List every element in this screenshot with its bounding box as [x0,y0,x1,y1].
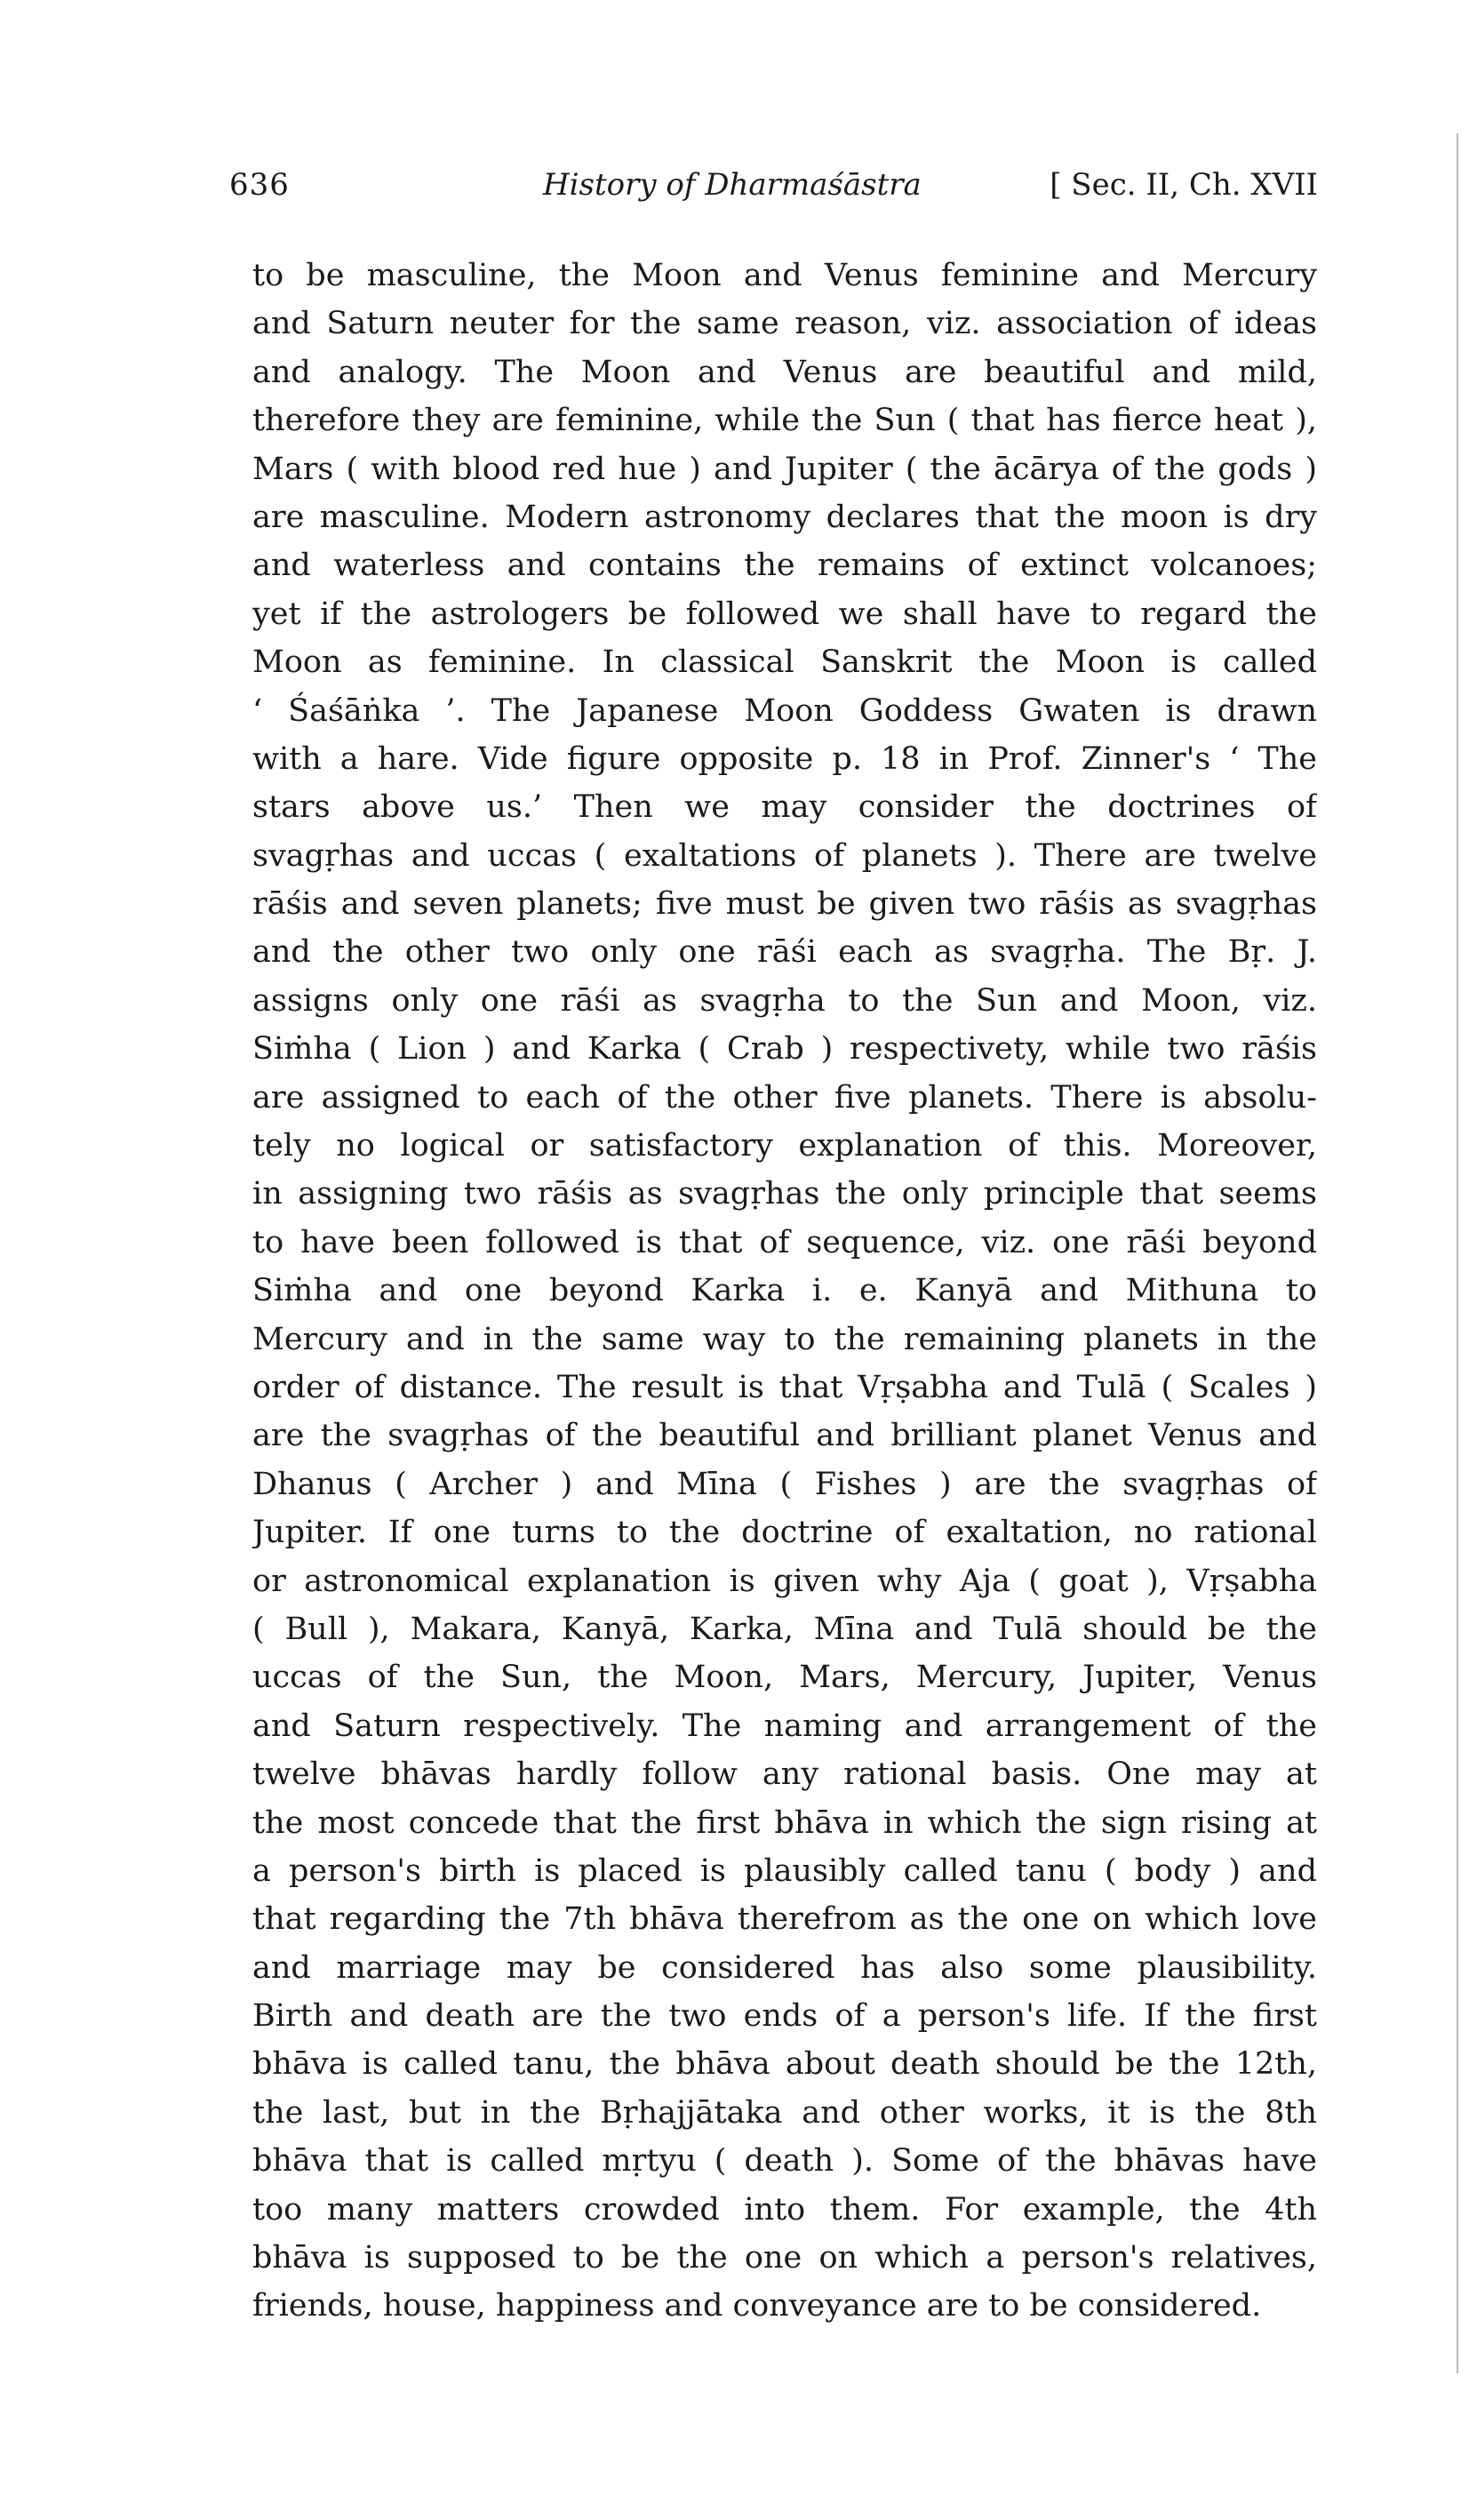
text-line: uccas of the Sun, the Moon, Mars, Mercury, Jupiter, Venus [252,1660,1317,1696]
text-line: or astronomical explanation is given why Aja ( goat ), Vṛṣabha [252,1563,1317,1599]
text-line: order of distance. The result is that Vṛṣabha and Tulā ( Scales ) [252,1369,1317,1405]
text-line: Moon as feminine. In classical Sanskrit the Moon is called [252,644,1317,681]
text-line: and Saturn neuter for the same reason, viz. association of ideas [252,306,1317,342]
text-line: and the other two only one rāśi each as svagṛha. The Bṛ. J. [252,934,1317,971]
running-title: History of Dharmaśāstra [543,167,922,203]
text-line: Mars ( with blood red hue ) and Jupiter ( the ācārya of the gods ) [252,451,1317,487]
section-reference: [ Sec. II, Ch. XVII [1050,167,1318,203]
text-line: are masculine. Modern astronomy declares that the moon is dry [252,499,1317,535]
text-line: rāśis and seven planets; five must be given two rāśis as svagṛhas [252,886,1317,923]
text-line: Siṁha and one beyond Karka i. e. Kanyā and Mithuna to [252,1273,1317,1309]
text-line: and analogy. The Moon and Venus are beautiful and mild, [252,354,1317,390]
text-line: ( Bull ), Makara, Kanyā, Karka, Mīna and Tulā should be the [252,1611,1317,1647]
text-line: bhāva that is called mṛtyu ( death ). Some of the bhāvas have [252,2143,1317,2180]
text-line: therefore they are feminine, while the Sun ( that has fierce heat ), [252,403,1317,439]
page-number: 636 [229,167,290,203]
text-line: bhāva is supposed to be the one on which a person's relatives, [252,2240,1317,2276]
text-line: too many matters crowded into them. For example, the 4th [252,2191,1317,2228]
text-line: Jupiter. If one turns to the doctrine of exaltation, no rational [252,1515,1317,1551]
text-line: to be masculine, the Moon and Venus feminine and Mercury [252,258,1317,293]
text-line: twelve bhāvas hardly follow any rational basis. One may at [252,1756,1317,1793]
text-line: and Saturn respectively. The naming and arrangement of the [252,1708,1317,1744]
text-line: Birth and death are the two ends of a person's life. If the first [252,1998,1317,2035]
page-edge-line [1457,133,1458,2373]
text-line: assigns only one rāśi as svagṛha to the Sun and Moon, viz. [252,982,1317,1019]
text-line: yet if the astrologers be followed we shall have to regard the [252,596,1317,632]
text-line: svagṛhas and uccas ( exaltations of planets ). There are twelve [252,837,1317,874]
text-line: bhāva is called tanu, the bhāva about death should be the 12th, [252,2046,1317,2083]
text-line: with a hare. Vide figure opposite p. 18 in Prof. Zinner's ‘ The [252,740,1317,777]
text-line: and waterless and contains the remains of extinct volcanoes; [252,548,1317,584]
text-line: stars above us.’ Then we may consider the doctrines of [252,789,1317,826]
text-line: a person's birth is placed is plausibly called tanu ( body ) and [252,1852,1317,1889]
text-line: Dhanus ( Archer ) and Mīna ( Fishes ) are the svagṛhas of [252,1466,1317,1502]
text-line: Mercury and in the same way to the remaining planets in the [252,1321,1317,1357]
text-line: are assigned to each of the other five planets. There is absolu- [252,1079,1317,1116]
body-text [252,252,1317,2331]
text-line: the most concede that the first bhāva in which the sign rising at [252,1804,1317,1841]
text-line: are the svagṛhas of the beautiful and brilliant planet Venus and [252,1418,1317,1454]
text-line: the last, but in the Bṛhajjātaka and other works, it is the 8th [252,2094,1317,2131]
text-line: in assigning two rāśis as svagṛhas the only principle that seems [252,1176,1317,1212]
text-line: that regarding the 7th bhāva therefrom as the one on which love [252,1901,1317,1938]
text-line: tely no logical or satisfactory explanation of this. Moreover, [252,1128,1317,1164]
text-line: Siṁha ( Lion ) and Karka ( Crab ) respectivety, while two rāśis [252,1031,1317,1068]
running-header [229,167,1318,212]
text-line: ‘ Śaśāṅka ’. The Japanese Moon Goddess Gwaten is drawn [252,692,1317,729]
text-line: friends, house, happiness and conveyance are to be considered. [252,2288,1262,2324]
text-line: to have been followed is that of sequence, viz. one rāśi beyond [252,1224,1317,1260]
text-line: and marriage may be considered has also some plausibility. [252,1949,1317,1986]
